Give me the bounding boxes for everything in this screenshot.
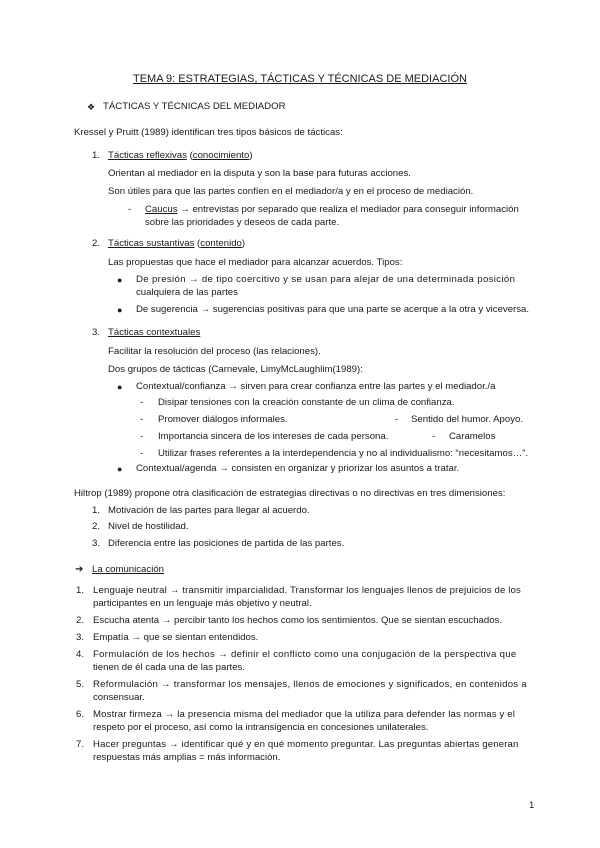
diamond-bullet-icon: ❖ bbox=[87, 102, 96, 112]
com-heading: La comunicación bbox=[92, 564, 164, 575]
t3-d3b: Caramelos bbox=[449, 431, 496, 442]
t2-sub: contenido bbox=[200, 238, 242, 249]
t2-bullet2-icon: ● bbox=[117, 305, 123, 315]
t3-d1: Disipar tensiones con la creación constante de un clima de confianza. bbox=[158, 397, 455, 408]
hiltrop-item-1-num: 1. bbox=[92, 505, 101, 516]
t2-paren-open: ( bbox=[194, 238, 201, 249]
section-heading: TÁCTICAS Y TÉCNICAS DEL MEDIADOR bbox=[103, 101, 286, 112]
t3-d3: Importancia sincera de los intereses de cada persona. bbox=[158, 431, 389, 442]
t3-d2b-dash: - bbox=[395, 414, 399, 425]
t2-heading bbox=[108, 238, 245, 250]
page-title bbox=[133, 73, 467, 85]
com-item-4-a: Formulación de los hechos → definir el conflicto como una conjugación de la perspectiva que bbox=[93, 649, 517, 660]
t2-paren-close: ) bbox=[241, 238, 246, 249]
t3-number: 3. bbox=[92, 327, 101, 338]
hiltrop-item-2: Nivel de hostilidad. bbox=[108, 521, 189, 532]
t1-line2: Son útiles para que las partes confíen en el mediador/a y en el proceso de mediación. bbox=[108, 186, 474, 197]
t2-b1a: De presión → de tipo coercitivo y se usan para alejar de una determinada posición bbox=[136, 274, 516, 285]
intro-text: Kressel y Pruitt (1989) identifican tres tipos básicos de tácticas: bbox=[74, 127, 343, 138]
t3-d3-dash: - bbox=[140, 431, 144, 442]
t3-d2: Promover diálogos informales. bbox=[158, 414, 288, 425]
t3-d4: Utilizar frases referentes a la interdependencia y no al individualismo: “necesitamos…”. bbox=[158, 448, 529, 459]
t2-line1: Las propuestas que hace el mediador para alcanzar acuerdos. Tipos: bbox=[108, 257, 403, 268]
hiltrop-item-3-num: 3. bbox=[92, 538, 101, 549]
t1-sub: conocimiento bbox=[192, 150, 250, 161]
t1-caucus-rest: → entrevistas por separado que realiza el mediador para conseguir información bbox=[177, 204, 519, 215]
t2-b1b: cualquiera de las partes bbox=[136, 287, 238, 298]
com-item-1-num: 1. bbox=[76, 585, 85, 596]
t3-d2-dash: - bbox=[140, 414, 144, 425]
com-item-2-a: Escucha atenta → percibir tanto los hechos como los sentimientos. Que se sientan escuchados. bbox=[93, 615, 503, 626]
t1-number: 1. bbox=[92, 150, 101, 161]
hiltrop-intro: Hiltrop (1989) propone otra clasificación de estrategias directivas o no directivas en tres dimensiones: bbox=[74, 488, 506, 499]
t3-bullet1-icon: ● bbox=[117, 382, 123, 392]
com-item-3-a: Empatía → que se sientan entendidos. bbox=[93, 632, 259, 643]
t1-line1: Orientan al mediador en la disputa y son la base para futuras acciones. bbox=[108, 168, 411, 179]
com-item-5-b: consensuar. bbox=[93, 692, 145, 703]
hiltrop-item-2-num: 2. bbox=[92, 521, 101, 532]
com-item-1-b: participantes en un lenguaje más objetivo y neutral. bbox=[93, 598, 312, 609]
page-number: 1 bbox=[529, 800, 535, 811]
t3-d4-dash: - bbox=[140, 448, 144, 459]
hiltrop-item-1: Motivación de las partes para llegar al acuerdo. bbox=[108, 505, 310, 516]
com-item-1-a: Lenguaje neutral → transmitir imparcialidad. Transformar los lenguajes llenos de prejuicios de los bbox=[93, 585, 521, 596]
t2-b2: De sugerencia → sugerencias positivas para que una parte se acerque a la otra y viceversa. bbox=[136, 304, 530, 315]
com-item-4-num: 4. bbox=[76, 649, 85, 660]
t1-dash: - bbox=[128, 204, 132, 215]
com-item-7-b: respuestas más amplias = más información. bbox=[93, 752, 281, 763]
t2-number: 2. bbox=[92, 238, 101, 249]
t3-d1-dash: - bbox=[140, 397, 144, 408]
com-item-5-num: 5. bbox=[76, 679, 85, 690]
title-rest: : ESTRATEGIAS, TÁCTICAS Y TÉCNICAS DE MEDIACIÓN bbox=[172, 73, 467, 85]
t3-label: Tácticas contextuales bbox=[108, 327, 201, 338]
t3-b2: Contextual/agenda → consisten en organizar y priorizar los asuntos a tratar. bbox=[136, 463, 460, 474]
com-item-7-a: Hacer preguntas → identificar qué y en qué momento preguntar. Las preguntas abiertas generan bbox=[93, 739, 519, 750]
com-item-6-a: Mostrar firmeza → la presencia misma del mediador que la utiliza para defender las normas y el bbox=[93, 709, 516, 720]
t2-bullet1-icon: ● bbox=[117, 275, 123, 285]
com-item-6-num: 6. bbox=[76, 709, 85, 720]
com-item-3-num: 3. bbox=[76, 632, 85, 643]
com-item-4-b: tienen de él cada una de las partes. bbox=[93, 662, 246, 673]
t1-paren-open: ( bbox=[186, 150, 193, 161]
com-item-6-b: respeto por el proceso, así como la intransigencia en concesiones unilaterales. bbox=[93, 722, 429, 733]
com-item-5-a: Reformulación → transformar los mensajes, llenos de emociones y significados, en contenidos a bbox=[93, 679, 527, 690]
t3-d3b-dash: - bbox=[432, 431, 436, 442]
t1-paren-close: ) bbox=[249, 150, 253, 161]
t3-line1: Facilitar la resolución del proceso (las relaciones). bbox=[108, 346, 321, 357]
hiltrop-item-3: Diferencia entre las posiciones de partida de las partes. bbox=[108, 538, 345, 549]
t3-line2: Dos grupos de tácticas (Carnevale, LimyMcLaughlim(1989): bbox=[108, 364, 363, 375]
t1-caucus-line bbox=[145, 204, 519, 216]
title-prefix: TEMA 9 bbox=[133, 73, 173, 85]
t3-b1: Contextual/confianza → sirven para crear confianza entre las partes y el mediador./a bbox=[136, 381, 496, 392]
t1-caucus: Caucus bbox=[145, 204, 178, 215]
com-item-2-num: 2. bbox=[76, 615, 85, 626]
t2-label: Tácticas sustantivas bbox=[108, 238, 195, 249]
t3-d2b: Sentido del humor. Apoyo. bbox=[411, 414, 524, 425]
t1-heading bbox=[108, 150, 253, 162]
t1-caucus-line2: sobre las prioridades y deseos de cada parte. bbox=[145, 217, 340, 228]
t1-label: Tácticas reflexivas bbox=[108, 150, 187, 161]
arrow-icon: ➔ bbox=[75, 564, 84, 575]
com-item-7-num: 7. bbox=[76, 739, 85, 750]
t3-bullet2-icon: ● bbox=[117, 464, 123, 474]
